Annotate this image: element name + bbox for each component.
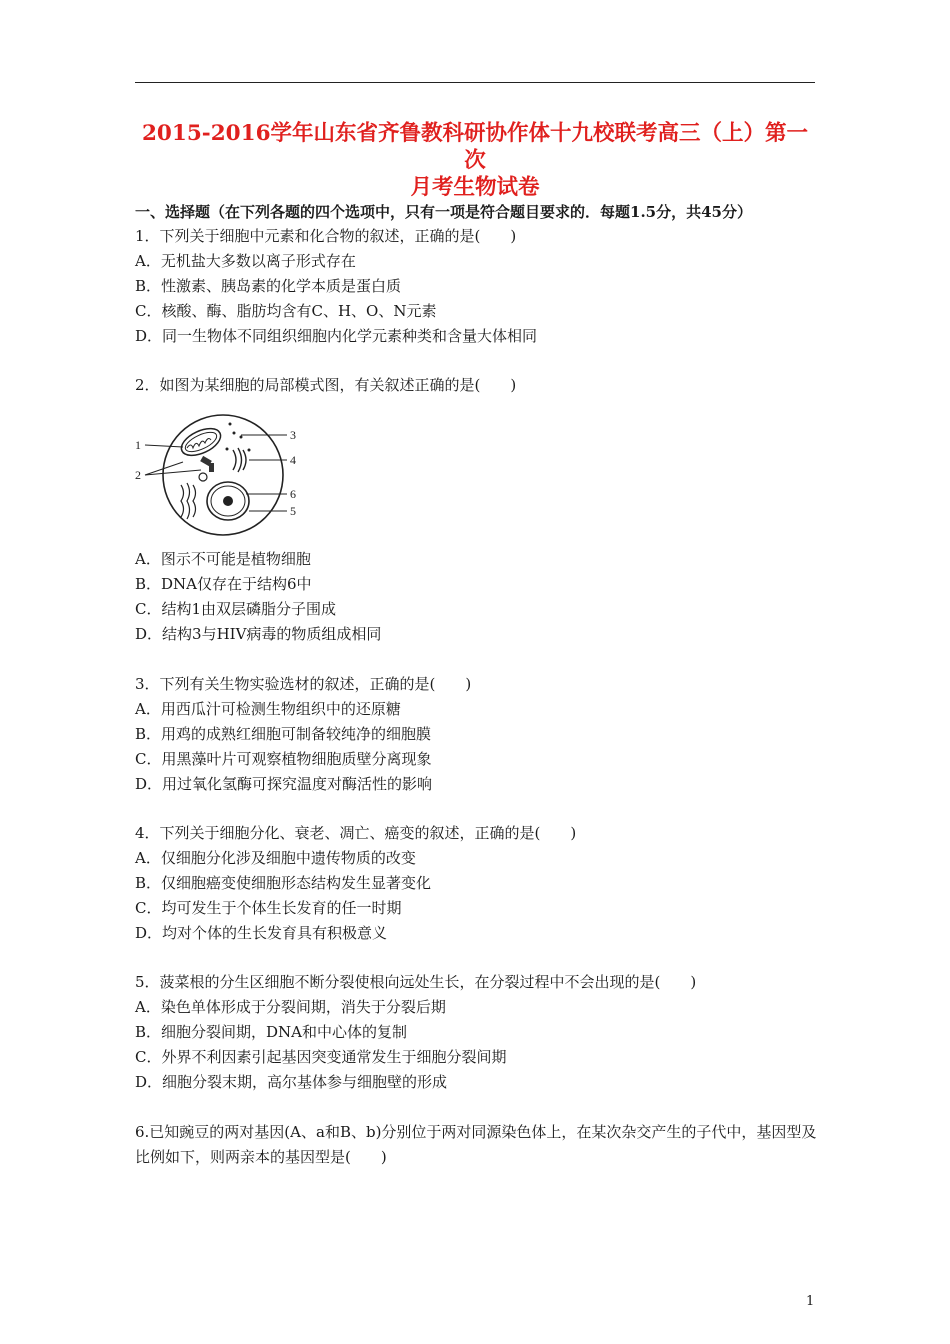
nucleus-structure-5-6 — [207, 482, 249, 520]
centriole-structure-2 — [200, 456, 214, 472]
option-d: D．均对个体的生长发育具有积极意义 — [135, 924, 388, 942]
option-c: C．结构1由双层磷脂分子围成 — [135, 600, 337, 618]
page-title-line-2: 月考生物试卷 — [410, 175, 540, 200]
ribosome-structure-3 — [226, 423, 251, 452]
question-stem: 6.已知豌豆的两对基因(A、a和B、b)分别位于两对同源染色体上，在某次杂交产生的子代中，基因型及比例如下，则两亲本的基因型是( ) — [135, 1123, 817, 1166]
option-d: D．同一生物体不同组织细胞内化学元素种类和含量大体相同 — [135, 327, 538, 345]
header-rule — [135, 82, 815, 83]
figure-label-2: 2 — [135, 468, 141, 482]
leader-lines — [145, 435, 287, 511]
question-stem: 1．下列关于细胞中元素和化合物的叙述，正确的是( ) — [135, 227, 517, 245]
page-number: 1 — [806, 1294, 815, 1309]
cell-diagram-figure — [133, 410, 313, 540]
section-heading: 一、选择题（在下列各题的四个选项中，只有一项是符合题目要求的．每题1.5分，共45分） — [135, 203, 752, 221]
option-c: C．核酸、酶、脂肪均含有C、H、O、N元素 — [135, 302, 437, 320]
option-a: A．图示不可能是植物细胞 — [135, 550, 311, 568]
question-5 — [135, 970, 825, 1095]
page-title — [135, 120, 815, 201]
option-b: B．细胞分裂间期，DNA和中心体的复制 — [135, 1023, 408, 1041]
question-2 — [135, 373, 825, 398]
option-d: D．用过氧化氢酶可探究温度对酶活性的影响 — [135, 775, 433, 793]
option-c: C．用黑藻叶片可观察植物细胞质壁分离现象 — [135, 750, 432, 768]
option-b: B．用鸡的成熟红细胞可制备较纯净的细胞膜 — [135, 725, 432, 743]
question-2-options — [135, 547, 825, 647]
question-stem: 2．如图为某细胞的局部模式图，有关叙述正确的是( ) — [135, 376, 517, 394]
page-title-line-1: 2015-2016学年山东省齐鲁教科研协作体十九校联考高三（上）第一次 — [141, 121, 809, 173]
endoplasmic-reticulum — [181, 483, 196, 519]
option-a: A．用西瓜汁可检测生物组织中的还原糖 — [135, 700, 401, 718]
question-3 — [135, 672, 825, 797]
figure-label-1: 1 — [135, 438, 141, 452]
option-c: C．均可发生于个体生长发育的任一时期 — [135, 899, 402, 917]
question-stem: 3．下列有关生物实验选材的叙述，正确的是( ) — [135, 675, 472, 693]
option-b: B．仅细胞癌变使细胞形态结构发生显著变化 — [135, 874, 432, 892]
option-b: B．性激素、胰岛素的化学本质是蛋白质 — [135, 277, 402, 295]
option-a: A．染色单体形成于分裂间期，消失于分裂后期 — [135, 998, 446, 1016]
figure-label-5: 5 — [290, 504, 296, 518]
figure-label-4: 4 — [290, 453, 296, 467]
question-1 — [135, 224, 825, 349]
figure-label-6: 6 — [290, 487, 296, 501]
option-d: D．细胞分裂末期，高尔基体参与细胞壁的形成 — [135, 1073, 448, 1091]
option-d: D．结构3与HIV病毒的物质组成相同 — [135, 625, 382, 643]
question-6 — [135, 1120, 817, 1170]
question-stem: 5．菠菜根的分生区细胞不断分裂使根向远处生长，在分裂过程中不会出现的是( ) — [135, 973, 697, 991]
golgi-structure-4 — [233, 448, 246, 472]
vesicle — [199, 473, 207, 481]
option-c: C．外界不利因素引起基因突变通常发生于细胞分裂间期 — [135, 1048, 507, 1066]
option-a: A．无机盐大多数以离子形式存在 — [135, 252, 356, 270]
question-stem: 4．下列关于细胞分化、衰老、凋亡、癌变的叙述，正确的是( ) — [135, 824, 577, 842]
figure-label-3: 3 — [290, 428, 296, 442]
option-a: A．仅细胞分化涉及细胞中遗传物质的改变 — [135, 849, 416, 867]
option-b: B．DNA仅存在于结构6中 — [135, 575, 312, 593]
question-4 — [135, 821, 825, 946]
